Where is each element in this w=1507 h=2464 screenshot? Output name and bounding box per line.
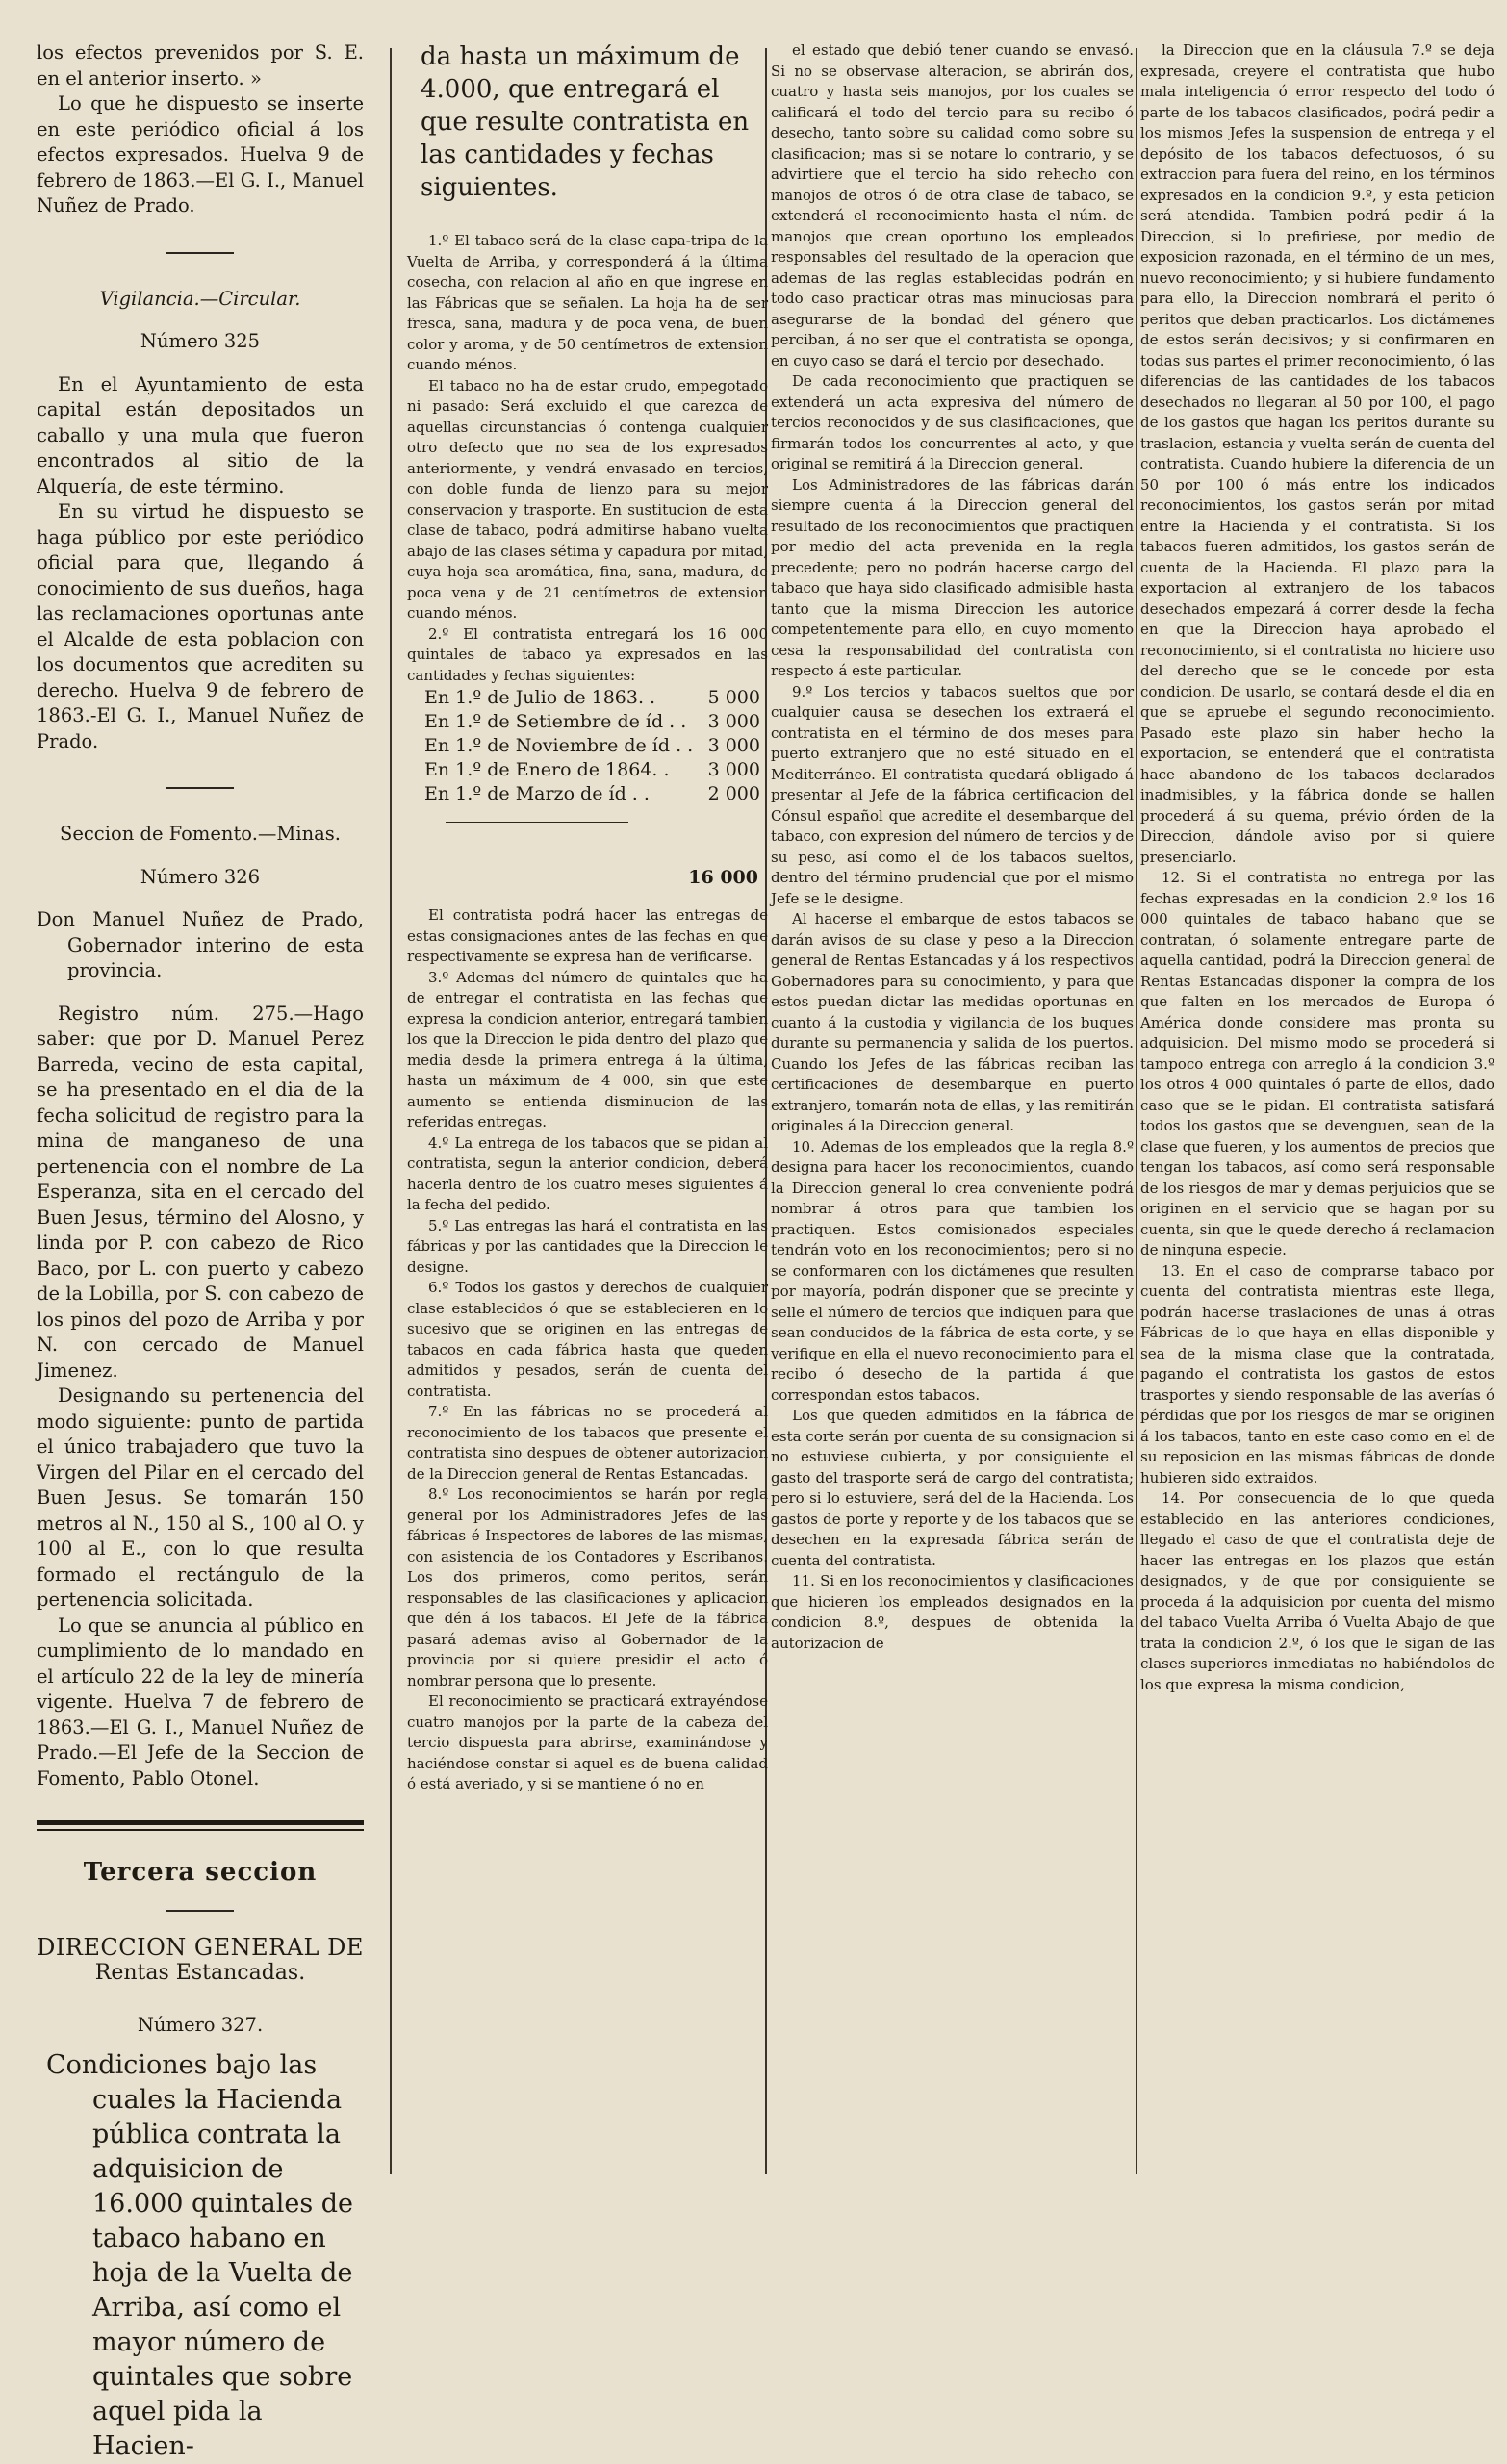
paragraph: Lo que he dispuesto se inserte en este periódico oficial á los efectos expresados. Huelva 9 de febrero de 1863.—El G. I., Manuel Nuñez de Prado. [37, 92, 364, 216]
notice-number: Número 326 [140, 865, 261, 888]
schedule-total: 16 000 [688, 867, 758, 888]
column-rule [1136, 48, 1137, 2174]
separator [166, 252, 234, 254]
paragraph: En el Ayuntamiento de esta capital están depositados un caballo y una mula que fueron encontrados al sitio de la Alquería, de este término. [37, 372, 364, 497]
conditions-heading-continued: da hasta un máximum de 4.000, que entregará el que resulte contratista en las cantidades y fechas siguientes. [421, 42, 750, 202]
schedule-row: En 1.º de Noviembre de íd . . 3 000 [424, 735, 760, 756]
clause: El reconocimiento se practicará extrayéndose cuatro manojos por la parte de la cabeza del tercio dispuesta para abrirse, examinándose y haciéndose constar si aquel es de buena calidad ó está averiado, y si se mantiene ó no en [407, 1692, 768, 1792]
separator [446, 822, 628, 823]
clause: 9.º Los tercios y tabacos sueltos que por cualquier causa se desechen los extraerá el contratista en el término de dos meses para puerto extranjero que no esté situado en el Mediterráneo. El contratista quedará obligado á presentar al Jefe de la fábrica certificacion del Cónsul español que acredite el desembarque del tabaco, con expresion del número de tercios y de su peso, así como el de los tabacos sueltos, dentro del término prudencial que por el mismo Jefe se le designe. [771, 682, 1134, 907]
paragraph: los efectos prevenidos por S. E. en el anterior inserto. » [37, 41, 364, 89]
clause: 1.º El tabaco será de la clase capa-tripa de la Vuelta de Arriba, y corresponderá á la última cosecha, con relacion al año en que ingrese en las Fábricas que se señalen. La hoja ha de ser fresca, sana, madura y de poca vena, de buen color y aroma, y de 50 centímetros de extension cuando ménos. [407, 232, 768, 373]
schedule-row: En 1.º de Julio de 1863. . 5 000 [424, 687, 760, 708]
clause: 6.º Todos los gastos y derechos de cualquier clase establecidos ó que se establecieren en lo sucesivo que se originen en las entregas de tabacos en cada fábrica hasta que queden admitidos y pesados, serán de cuenta del contratista. [407, 1279, 768, 1400]
clause: 3.º Ademas del número de quintales que ha de entregar el contratista en las fechas que expresa la condicion anterior, entregará tambien los que la Direccion le pida dentro del plazo que media desde la primera entrega á la última, hasta un máximum de 4 000, sin que este aumento se entienda disminucion de las referidas entregas. [407, 968, 768, 1130]
clause: Al hacerse el embarque de estos tabacos se darán avisos de su clase y peso a la Direccion general de Rentas Estancadas y á los respectivos Gobernadores para su conocimiento, y para que estos puedan dictar las medidas oportunas en cuanto á la custodia y vigilancia de los buques durante su permanencia y salida de los puertos. Cuando los Jefes de las fábricas reciban las certificaciones de desembarque en puerto extranjero, tomarán nota de ellas, y las remitirán originales á la Direccion general. [771, 910, 1134, 1134]
clause: 10. Ademas de los empleados que la regla 8.º designa para hacer los reconocimientos, cuando la Direccion general lo crea conveniente podrá nombrar á otros para que tambien los practiquen. Estos comisionados especiales tendrán voto en los reconocimientos; pero si no se conformaren con los dictámenes que resulten por mayoría, podrán disponer que se precinte y selle el número de tercios que indiquen para que sean conducidos de la fábrica de esta corte, y se verifique en ella el nuevo reconocimiento para el recibo ó desecho de la partida á que correspondan estos tabacos. [771, 1137, 1134, 1404]
column-1 [37, 40, 364, 2461]
clause: 8.º Los reconocimientos se harán por regla general por los Administradores Jefes de las fábricas é Inspectores de labores de las mismas, con asistencia de los Contadores y Escribanos. Los dos primeros, como peritos, serán responsables de las clasificaciones y aplicacion que dén á los tabacos. El Jefe de la fábrica pasará ademas aviso al Gobernador de la provincia por si quiere presidir el acto ó nombrar persona que lo presente. [407, 1486, 768, 1689]
clause: 13. En el caso de comprarse tabaco por cuenta del contratista mientras este llega, podrán hacerse traslaciones de unas á otras Fábricas de lo que haya en ellas disponible y sea de la misma clase que la contratada, pagando el contratista los gastos de estos trasportes y siendo responsable de las averías ó pérdidas que por los riesgos de mar se originen á los tabacos, tanto en este caso como en el de su reposicion en las mismas fábricas de donde hubieren sido extraidos. [1140, 1261, 1494, 1486]
clause: El contratista podrá hacer las entregas de estas consignaciones antes de las fechas en que respectivamente se expresa han de verificarse. [407, 906, 768, 965]
clause: El tabaco no ha de estar crudo, empegotado ni pasado: Será excluido el que carezca de aquellas circunstancias ó contenga cualquier otro defecto que no sea de los expresados anteriormente, y vendrá envasado en tercios, con doble funda de lienzo para su mejor conservacion y trasporte. En sustitucion de esta clase de tabaco, podrá admitirse habano vuelta abajo de las clases sétima y capadura por mitad, cuya hoja sea aromática, fina, sana, madura, de poca vena y de 21 centímetros de extension cuando ménos. [407, 376, 768, 622]
clause: 7.º En las fábricas no se procederá al reconocimiento de los tabacos que presente el contratista sino despues de obtener autorizacion de la Direccion general de Rentas Estancadas. [407, 1403, 768, 1483]
clause: De cada reconocimiento que practiquen se extenderá un acta expresiva del número de tercios reconocidos y de sus clasificaciones, que firmarán todos los concurrentes al acto, y que original se remitirá á la Direccion general. [771, 372, 1134, 472]
column-rule [390, 48, 392, 2174]
notice-number: Número 325 [140, 330, 261, 352]
clause: la Direccion que en la cláusula 7.º se deja expresada, creyere el contratista que hubo mala inteligencia ó error respecto del todo ó parte de los tabacos clasificados, podrá pedir a los mismos Jefes la suspension de entrega y el depósito de los tabacos defectuosos, ó su extraccion para fuera del reino, en los términos expresados en la condicion 9.º, y esta peticion será atendida. Tambien podrá pedir á la Direccion, si lo prefiriese, por medio de exposicion razonada, en el término de un mes, nuevo reconocimiento; y si hubiere fundamento para ello, la Direccion nombrará el perito ó peritos que deban practicarlos. Los dictámenes de estos serán decisivos; y si confirmaren en todas sus partes el primer reconocimiento, ó las diferencias de las cantidades de los tabacos desechados no llegaran al 50 por 100, el pago de los gastos que hagan los peritos durante su traslacion, estancia y vuelta serán de cuenta del contratista. Cuando hubiere la diferencia de un 50 por 100 ó más entre los indicados reconocimientos, los gastos serán por mitad entre la Hacienda y el contratista. Si los tabacos fueren admitidos, los gastos serán de cuenta de la Hacienda. El plazo para la exportacion al extranjero de los tabacos desechados empezará á correr desde la fecha en que la Direccion haya aprobado el reconocimiento, si el contratista no hiciere uso del derecho que se le concede por esta condicion. De usarlo, se contará desde el dia en que se apruebe el segundo reconocimiento. Pasado este plazo sin haber hecho la exportacion, se entenderá que el contratista hace abandono de los tabacos declarados inadmisibles, y la fábrica donde se hallen procederá á su quema, prévio órden de la Direccion, dándole aviso por si quiere presenciarlo. [1140, 41, 1494, 866]
notice-number: Número 327. [137, 2014, 264, 2036]
paragraph: En su virtud he dispuesto se haga público por este periódico oficial para que, llegando á conocimiento de sus dueños, haga las reclamaciones oportunas ante el Alcalde de esta poblacion con los documentos que acrediten su derecho. Huelva 9 de febrero de 1863.-El G. I., Manuel Nuñez de Prado. [37, 500, 364, 752]
paragraph: Designando su pertenencia del modo siguiente: punto de partida el único trabajadero que tuvo la Virgen del Pilar en el cercado del Buen Jesus. Se tomarán 150 metros al N., 150 al S., 100 al O. y 100 al E., con lo que resulta formado el rectángulo de la pertenencia solicitada. [37, 1384, 364, 1611]
clause: Los Administradores de las fábricas darán siempre cuenta á la Direccion general del resultado de los reconocimientos que practiquen por medio del acta prevenida en la regla precedente; pero no podrán hacerse cargo del tabaco que haya sido clasificado admisible hasta tanto que la misma Direccion les autorice competentemente para ello, en cuyo momento cesa la responsabilidad del contratista con respecto á este particular. [771, 475, 1134, 679]
schedule-row: En 1.º de Marzo de íd . . 2 000 [424, 783, 760, 804]
clause: Los que queden admitidos en la fábrica de esta corte serán por cuenta de su consignacion si no estuviese cubierta, y por consiguiente el gasto del trasporte será de cargo del contratista; pero si lo estuviere, será del de la Hacienda. Los gastos de porte y reporte y de los tabacos que se desechen en la expresada fábrica serán de cuenta del contratista. [771, 1407, 1134, 1569]
paragraph: Don Manuel Nuñez de Prado, Gobernador interino de esta provincia. [37, 908, 364, 981]
clause: 4.º La entrega de los tabacos que se pidan al contratista, segun la anterior condicion, deberá hacerla dentro de los cuatro meses siguientes á la fecha del pedido. [407, 1133, 768, 1213]
column-3 [771, 40, 1134, 2178]
paragraph: Registro núm. 275.—Hago saber: que por D. Manuel Perez Barreda, vecino de esta capital, se ha presentado en el dia de la fecha solicitud de registro para la mina de manganeso de una pertenencia con el nombre de La Esperanza, sita en el cercado del Buen Jesus, término del Alosno, y linda por P. con cabezo de Rico Baco, por L. con puerto y cabezo de la Lobilla, por S. con cabezo de los pinos del pozo de Arriba y por N. con cercado de Manuel Jimenez. [37, 1002, 364, 1382]
schedule-row: En 1.º de Setiembre de íd . . 3 000 [424, 711, 760, 732]
paragraph: Lo que se anuncia al público en cumplimiento de lo mandado en el artículo 22 de la ley de minería vigente. Huelva 7 de febrero de 1863.—El G. I., Manuel Nuñez de Prado.—El Jefe de la Seccion de Fomento, Pablo Otonel. [37, 1613, 364, 1790]
conditions-heading: Condiciones bajo las cuales la Hacienda pública contrata la adquisicion de 16.000 quintales de tabaco habano en hoja de la Vuelta de Arriba, así como el mayor número de quintales que sobre aquel pida la Hacien- [46, 2049, 354, 2461]
institution-heading: DIRECCION GENERAL DE [37, 1934, 364, 1961]
section-heading: Seccion de Fomento.—Minas. [59, 823, 341, 845]
section-title: Tercera seccion [83, 1858, 318, 1887]
section-heading: Vigilancia.—Circular. [99, 287, 301, 310]
clause: 2.º El contratista entregará los 16 000 quintales de tabaco ya expresados en las cantidades y fechas siguientes: [407, 624, 768, 684]
separator [166, 1910, 234, 1912]
clause: 12. Si el contratista no entrega por las fechas expresadas en la condicion 2.º los 16 000 quintales de tabaco habano que se contratan, ó solamente entregare parte de aquella cantidad, podrá la Direccion general de Rentas Estancadas disponer la compra de los que falten en los mercados de Europa ó América donde considere mas pronta su adquisicion. Del mismo modo se procederá si tampoco entrega con arreglo á la condicion 3.º los otros 4 000 quintales ó parte de ellos, dado caso que se le pidan. El contratista satisfará todos los gastos que se devenguen, sean de la clase que fueren, y los aumentos de precios que tengan los tabacos, así como será responsable de los riesgos de mar y demas perjuicios que se originen en el servicio que se hagan por su cuenta, sin que le quede derecho á reclamacion de ninguna especie. [1140, 869, 1494, 1258]
clause: 11. Si en los reconocimientos y clasificaciones que hicieren los empleados designados en la condicion 8.º, despues de obtenida la autorizacion de [771, 1572, 1134, 1652]
clause: el estado que debió tener cuando se envasó. Si no se observase alteracion, se abrirán dos, cuatro y hasta seis manojos, por los cuales se calificará el todo del tercio para su recibo ó desecho, tanto sobre su calidad como sobre su clasificacion; mas si se notare lo contrario, y se advirtiere que el tercio ha sido rehecho con manojos de otros ó de otra clase de tabaco, se extenderá el reconocimiento hasta el núm. de manojos que crean oportuno los empleados responsables del resultado de la operacion que ademas de las reglas establecidas podrán en todo caso practicar otras mas minuciosas para asegurarse de la bondad del género que perciban, á no ser que el contratista se oponga, en cuyo caso se dará el tercio por desechado. [771, 41, 1134, 369]
section-rule [37, 1820, 364, 1825]
clause: 5.º Las entregas las hará el contratista en las fábricas y por las cantidades que la Direccion le designe. [407, 1216, 768, 1276]
separator [166, 787, 234, 789]
column-2 [407, 40, 768, 2178]
section-rule [37, 1829, 364, 1831]
clause: 14. Por consecuencia de lo que queda establecido en las anteriores condiciones, llegado el caso de que el contratista deje de hacer las entregas en los plazos que están designados, y de que por consiguiente se proceda á la adquisicion por cuenta del mismo del tabaco Vuelta Arriba ó Vuelta Abajo de que trata la condicion 2.º, ó los que le sigan de las clases superiores inmediatas no habiéndolos de los que expresa la misma condicion, [1140, 1489, 1494, 1693]
institution-subheading: Rentas Estancadas. [94, 1960, 306, 1985]
schedule-row: En 1.º de Enero de 1864. . 3 000 [424, 759, 760, 780]
column-4 [1140, 40, 1494, 2178]
delivery-schedule [407, 686, 768, 806]
